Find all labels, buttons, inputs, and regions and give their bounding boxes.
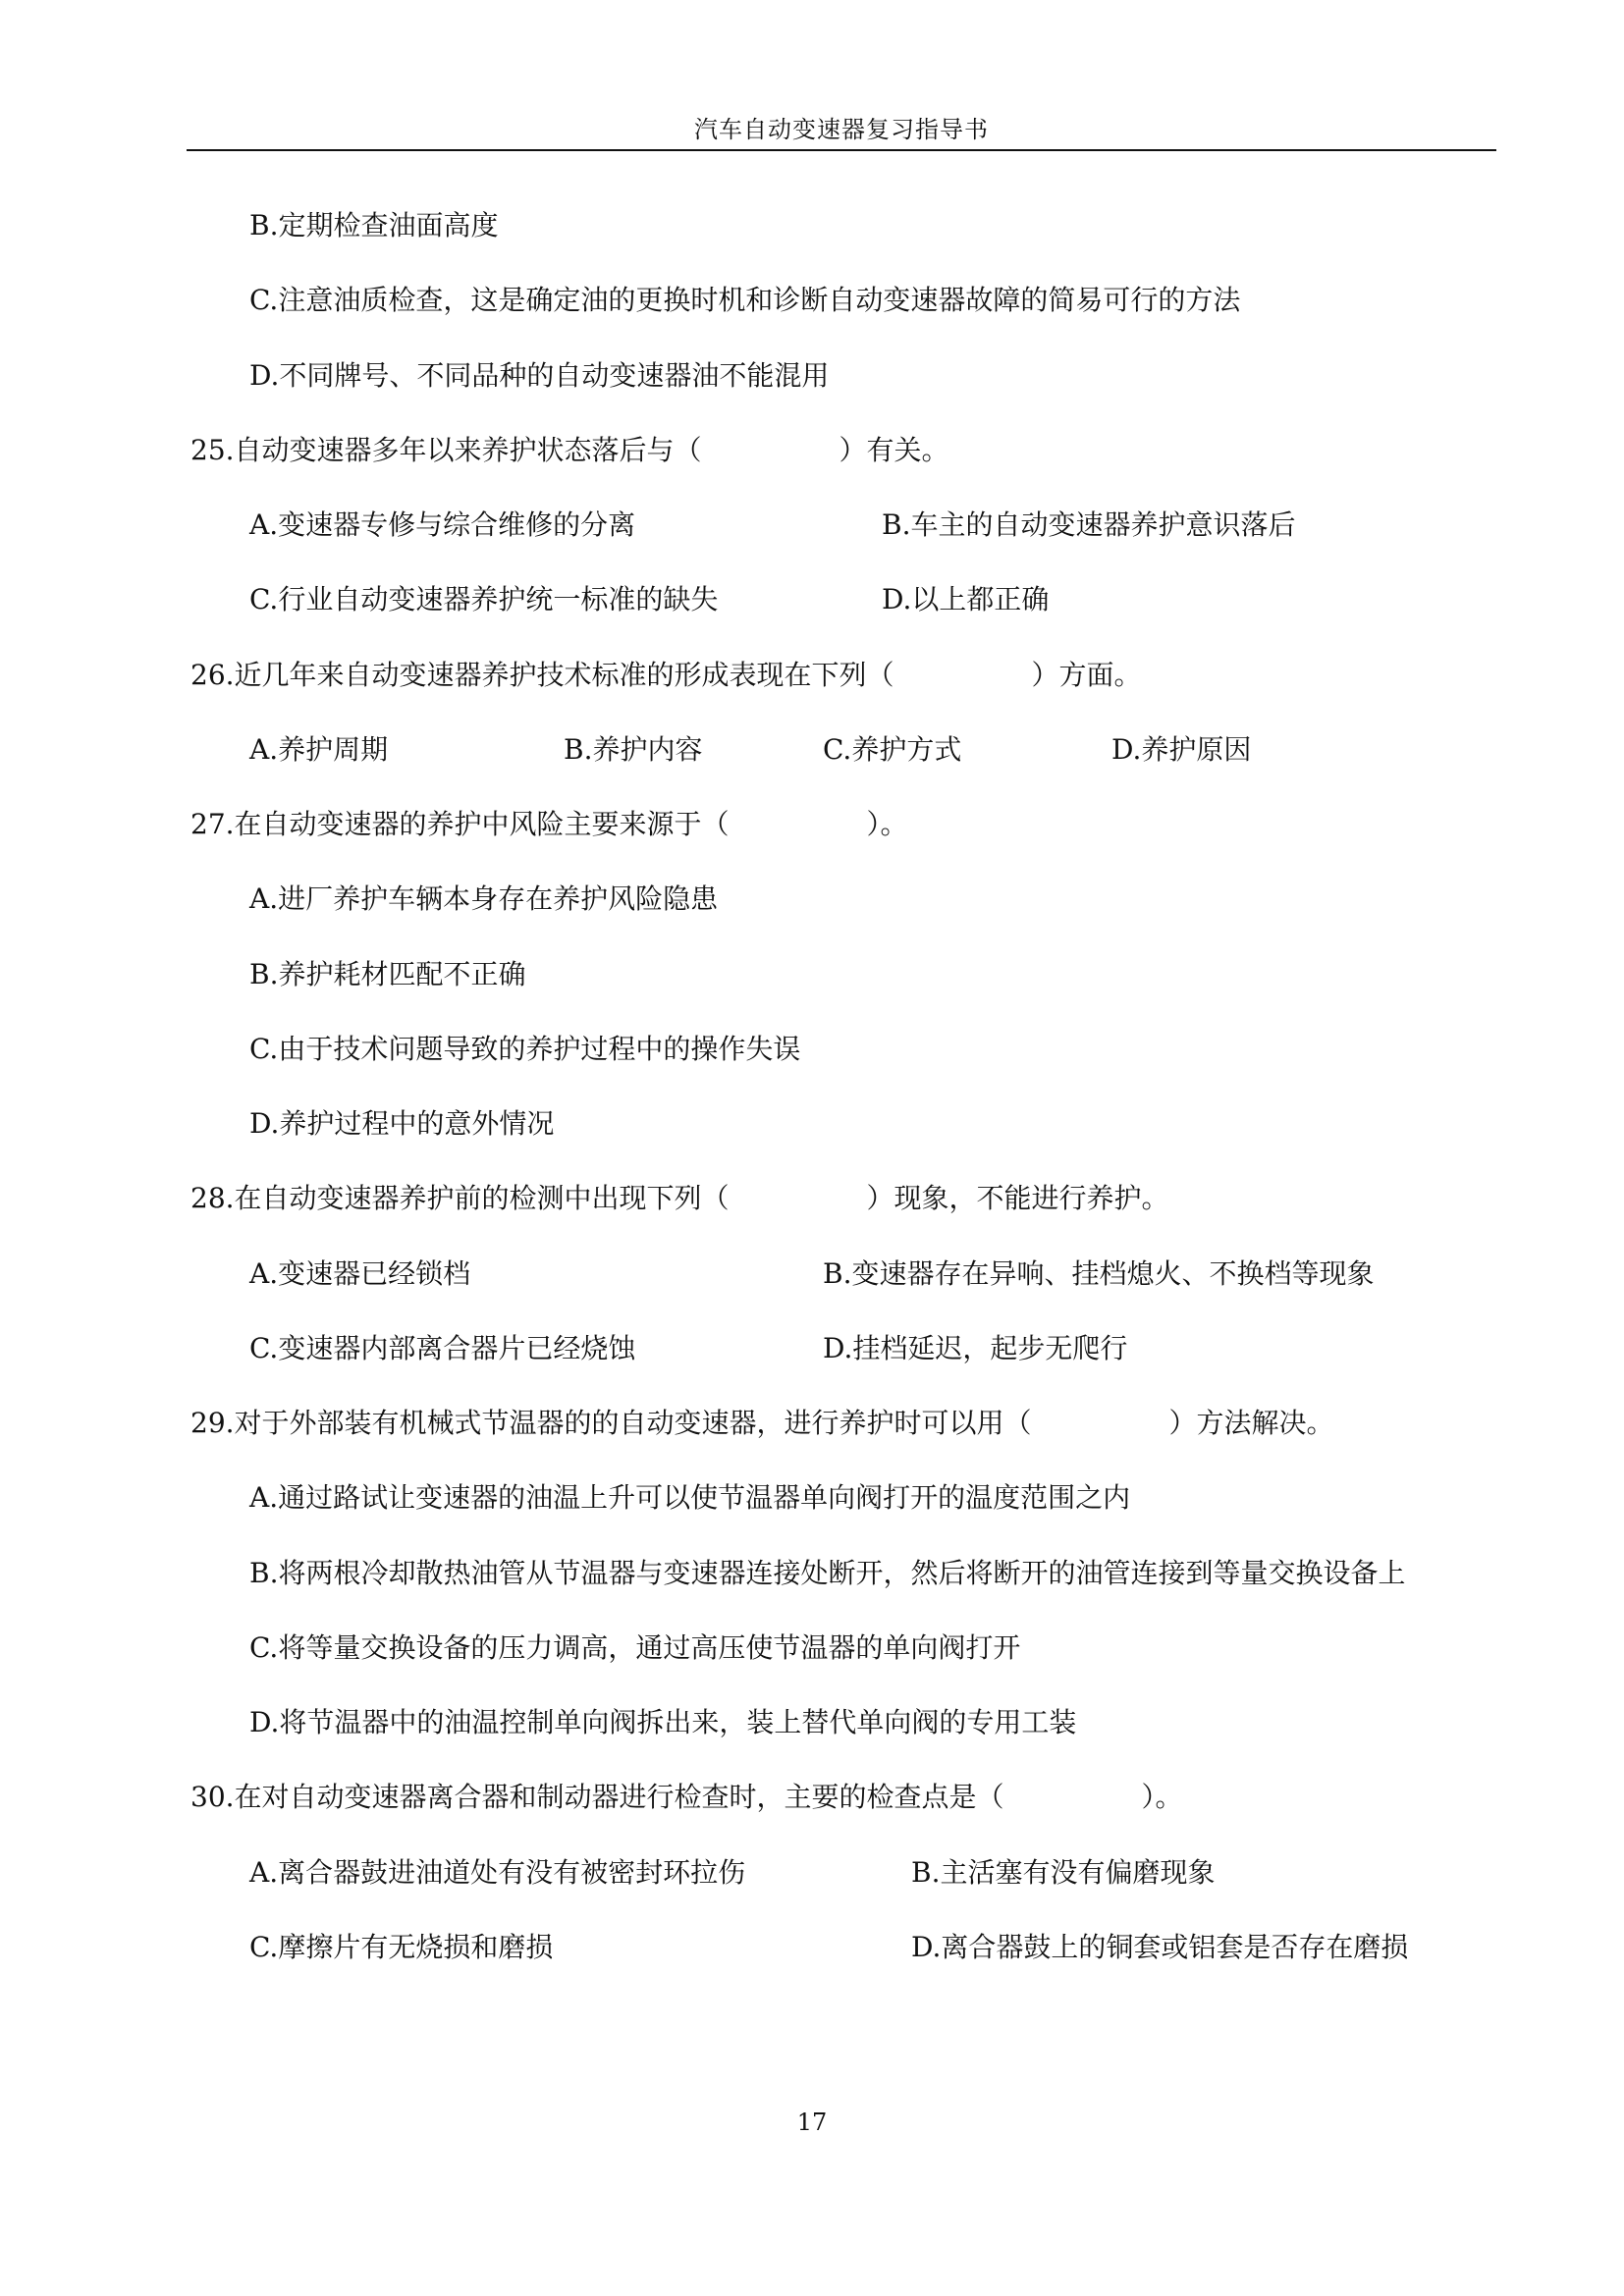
question-25-option-a: A.变速器专修与综合维修的分离 [249,508,636,541]
question-27-option-b: B.养护耗材匹配不正确 [249,958,526,990]
question-29-option-a: A.通过路试让变速器的油温上升可以使节温器单向阀打开的温度范围之内 [249,1481,1131,1514]
question-29-stem [190,1406,1334,1441]
question-27-option-a: A.进厂养护车辆本身存在养护风险隐患 [249,882,719,915]
question-30-option-d: D.离合器鼓上的铜套或铝套是否存在磨损 [911,1931,1409,1963]
question-25-option-c: C.行业自动变速器养护统一标准的缺失 [249,583,719,615]
question-28-option-d: D.挂档延迟，起步无爬行 [823,1332,1128,1364]
page-number: 17 [796,2109,828,2136]
question-29-option-b: B.将两根冷却散热油管从节温器与变速器连接处断开，然后将断开的油管连接到等量交换设备上 [249,1557,1406,1589]
question-28-option-a: A.变速器已经锁档 [249,1257,471,1290]
question-30-option-a: A.离合器鼓进油道处有没有被密封环拉伤 [249,1856,746,1889]
option-b: B.定期检查油面高度 [249,209,499,241]
question-29-option-d: D.将节温器中的油温控制单向阀拆出来，装上替代单向阀的专用工装 [249,1706,1077,1738]
question-30-option-b: B.主活塞有没有偏磨现象 [911,1856,1216,1889]
question-27-stem [190,807,908,842]
option-d: D.不同牌号、不同品种的自动变速器油不能混用 [249,359,830,392]
option-c: C.注意油质检查，这是确定油的更换时机和诊断自动变速器故障的简易可行的方法 [249,284,1241,316]
stem-before: 25.自动变速器多年以来养护状态落后与（ [190,434,702,466]
running-header: 汽车自动变速器复习指导书 [694,116,989,143]
question-30-stem [190,1780,1183,1815]
question-28-stem [190,1181,1169,1216]
question-28-option-b: B.变速器存在异响、挂档熄火、不换档等现象 [823,1257,1375,1290]
question-29-option-c: C.将等量交换设备的压力调高，通过高压使节温器的单向阀打开 [249,1631,1021,1664]
stem-after: ）有关。 [839,434,949,466]
stem-before: 26.近几年来自动变速器养护技术标准的形成表现在下列（ [190,659,894,691]
question-26-option-b: B.养护内容 [564,733,703,766]
stem-before: 28.在自动变速器养护前的检测中出现下列（ [190,1182,730,1214]
question-27-option-c: C.由于技术问题导致的养护过程中的操作失误 [249,1033,801,1065]
stem-before: 30.在对自动变速器离合器和制动器进行检查时，主要的检查点是（ [190,1781,1004,1813]
stem-after: ）方法解决。 [1168,1407,1334,1439]
header-rule [187,149,1496,151]
stem-before: 27.在自动变速器的养护中风险主要来源于（ [190,808,730,840]
stem-after: ）。 [866,808,908,840]
question-25-option-b: B.车主的自动变速器养护意识落后 [882,508,1296,541]
question-28-option-c: C.变速器内部离合器片已经烧蚀 [249,1332,636,1364]
stem-after: ）方面。 [1031,659,1142,691]
question-27-option-d: D.养护过程中的意外情况 [249,1107,555,1140]
question-26-option-a: A.养护周期 [249,733,389,766]
question-26-stem [190,658,1142,693]
stem-before: 29.对于外部装有机械式节温器的的自动变速器，进行养护时可以用（ [190,1407,1032,1439]
stem-after: ）。 [1141,1781,1183,1813]
question-26-option-d: D.养护原因 [1111,733,1252,766]
question-26-option-c: C.养护方式 [823,733,962,766]
question-30-option-c: C.摩擦片有无烧损和磨损 [249,1931,554,1963]
question-25-stem [190,433,949,468]
stem-after: ）现象，不能进行养护。 [866,1182,1169,1214]
question-25-option-d: D.以上都正确 [882,583,1050,615]
